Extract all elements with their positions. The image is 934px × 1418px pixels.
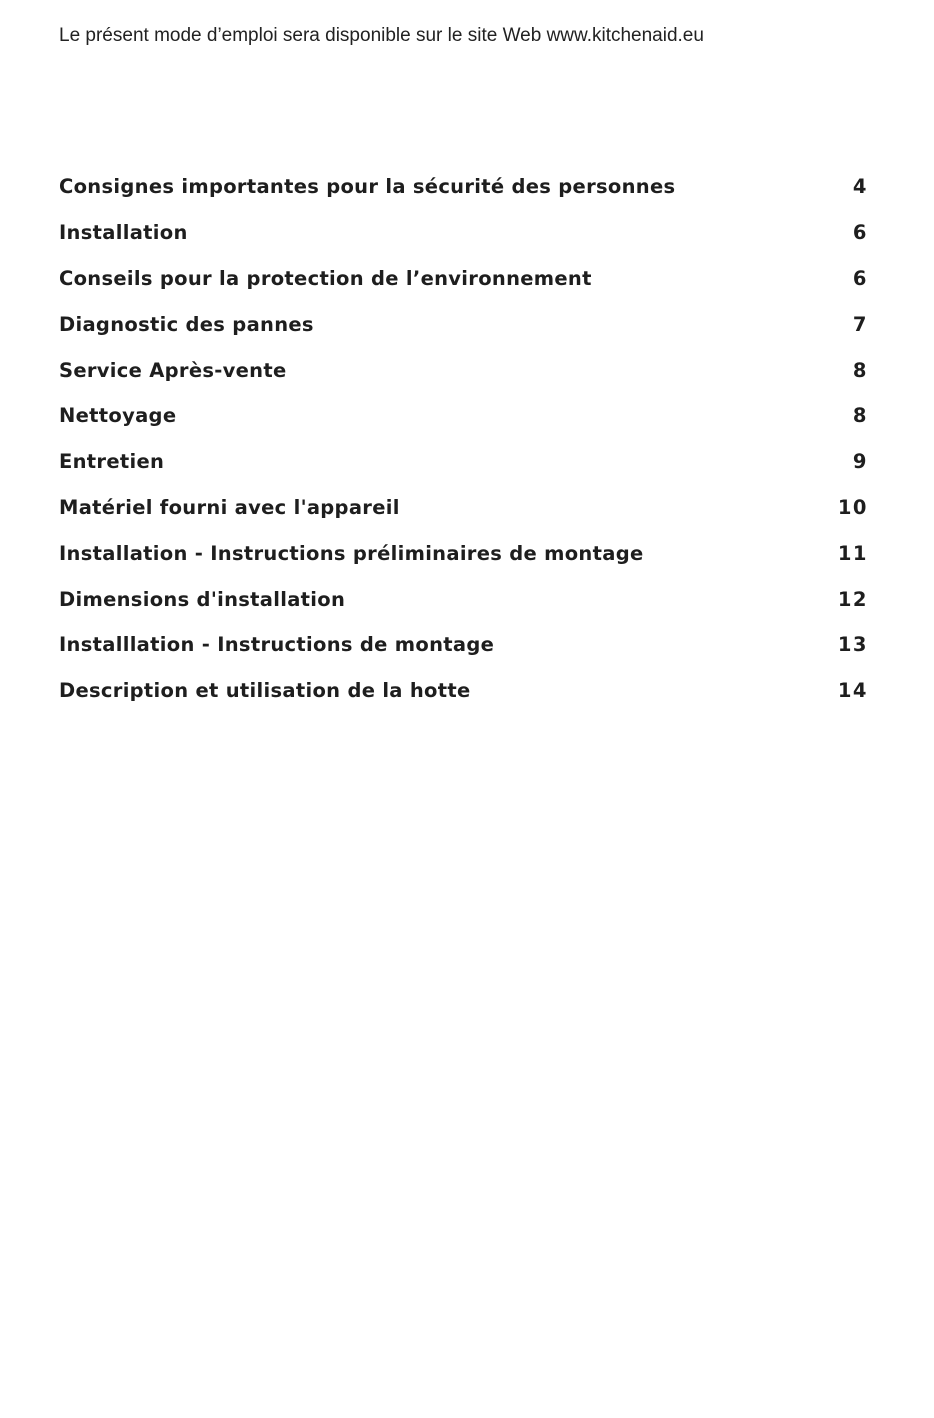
toc-entry-title: Description et utilisation de la hotte — [59, 679, 471, 703]
toc-entry-title: Service Après-vente — [59, 358, 287, 382]
toc-entry-page: 6 — [852, 266, 868, 290]
toc-entry-page: 12 — [837, 587, 868, 611]
toc-entry-page: 11 — [837, 541, 868, 565]
toc-entry-page: 10 — [837, 495, 868, 519]
toc-entry-title: Diagnostic des pannes — [59, 312, 314, 336]
toc-entry-title: Conseils pour la protection de l’environnement — [59, 266, 592, 290]
toc-entry-title: Installation — [59, 221, 188, 245]
intro-text: Le présent mode d’emploi sera disponible sur le site Web www.kitchenaid.eu — [59, 25, 704, 46]
toc-entry-title: Matériel fourni avec l'appareil — [59, 495, 400, 519]
toc-entry-title: Installation - Instructions préliminaires de montage — [59, 541, 644, 565]
toc-entry-supplied-equipment[interactable] — [59, 485, 867, 531]
toc-entry-environment[interactable] — [59, 256, 867, 302]
toc-entry-safety[interactable] — [59, 164, 867, 210]
toc-entry-after-sales-service[interactable] — [59, 347, 867, 393]
toc-entry-troubleshooting[interactable] — [59, 301, 867, 347]
toc-entry-hood-description[interactable] — [59, 668, 867, 714]
toc-entry-installation-dimensions[interactable] — [59, 576, 867, 622]
toc-entry-page: 9 — [852, 450, 868, 474]
toc-entry-page: 8 — [852, 358, 868, 382]
toc-entry-page: 4 — [852, 175, 868, 199]
toc-entry-page: 13 — [837, 633, 868, 657]
toc-entry-page: 6 — [852, 221, 868, 245]
toc-entry-title: Installlation - Instructions de montage — [59, 633, 495, 657]
toc-entry-title: Dimensions d'installation — [59, 587, 346, 611]
toc-entry-cleaning[interactable] — [59, 393, 867, 439]
toc-entry-title: Entretien — [59, 450, 165, 474]
toc-entry-page: 14 — [837, 679, 868, 703]
toc-entry-assembly-instructions[interactable] — [59, 622, 867, 668]
toc-entry-page: 8 — [852, 404, 868, 428]
toc-entry-title: Nettoyage — [59, 404, 177, 428]
table-of-contents — [59, 164, 867, 714]
toc-entry-title: Consignes importantes pour la sécurité des personnes — [59, 175, 676, 199]
toc-entry-maintenance[interactable] — [59, 439, 867, 485]
toc-entry-preliminary-instructions[interactable] — [59, 530, 867, 576]
toc-entry-page: 7 — [852, 312, 868, 336]
toc-entry-installation[interactable] — [59, 210, 867, 256]
